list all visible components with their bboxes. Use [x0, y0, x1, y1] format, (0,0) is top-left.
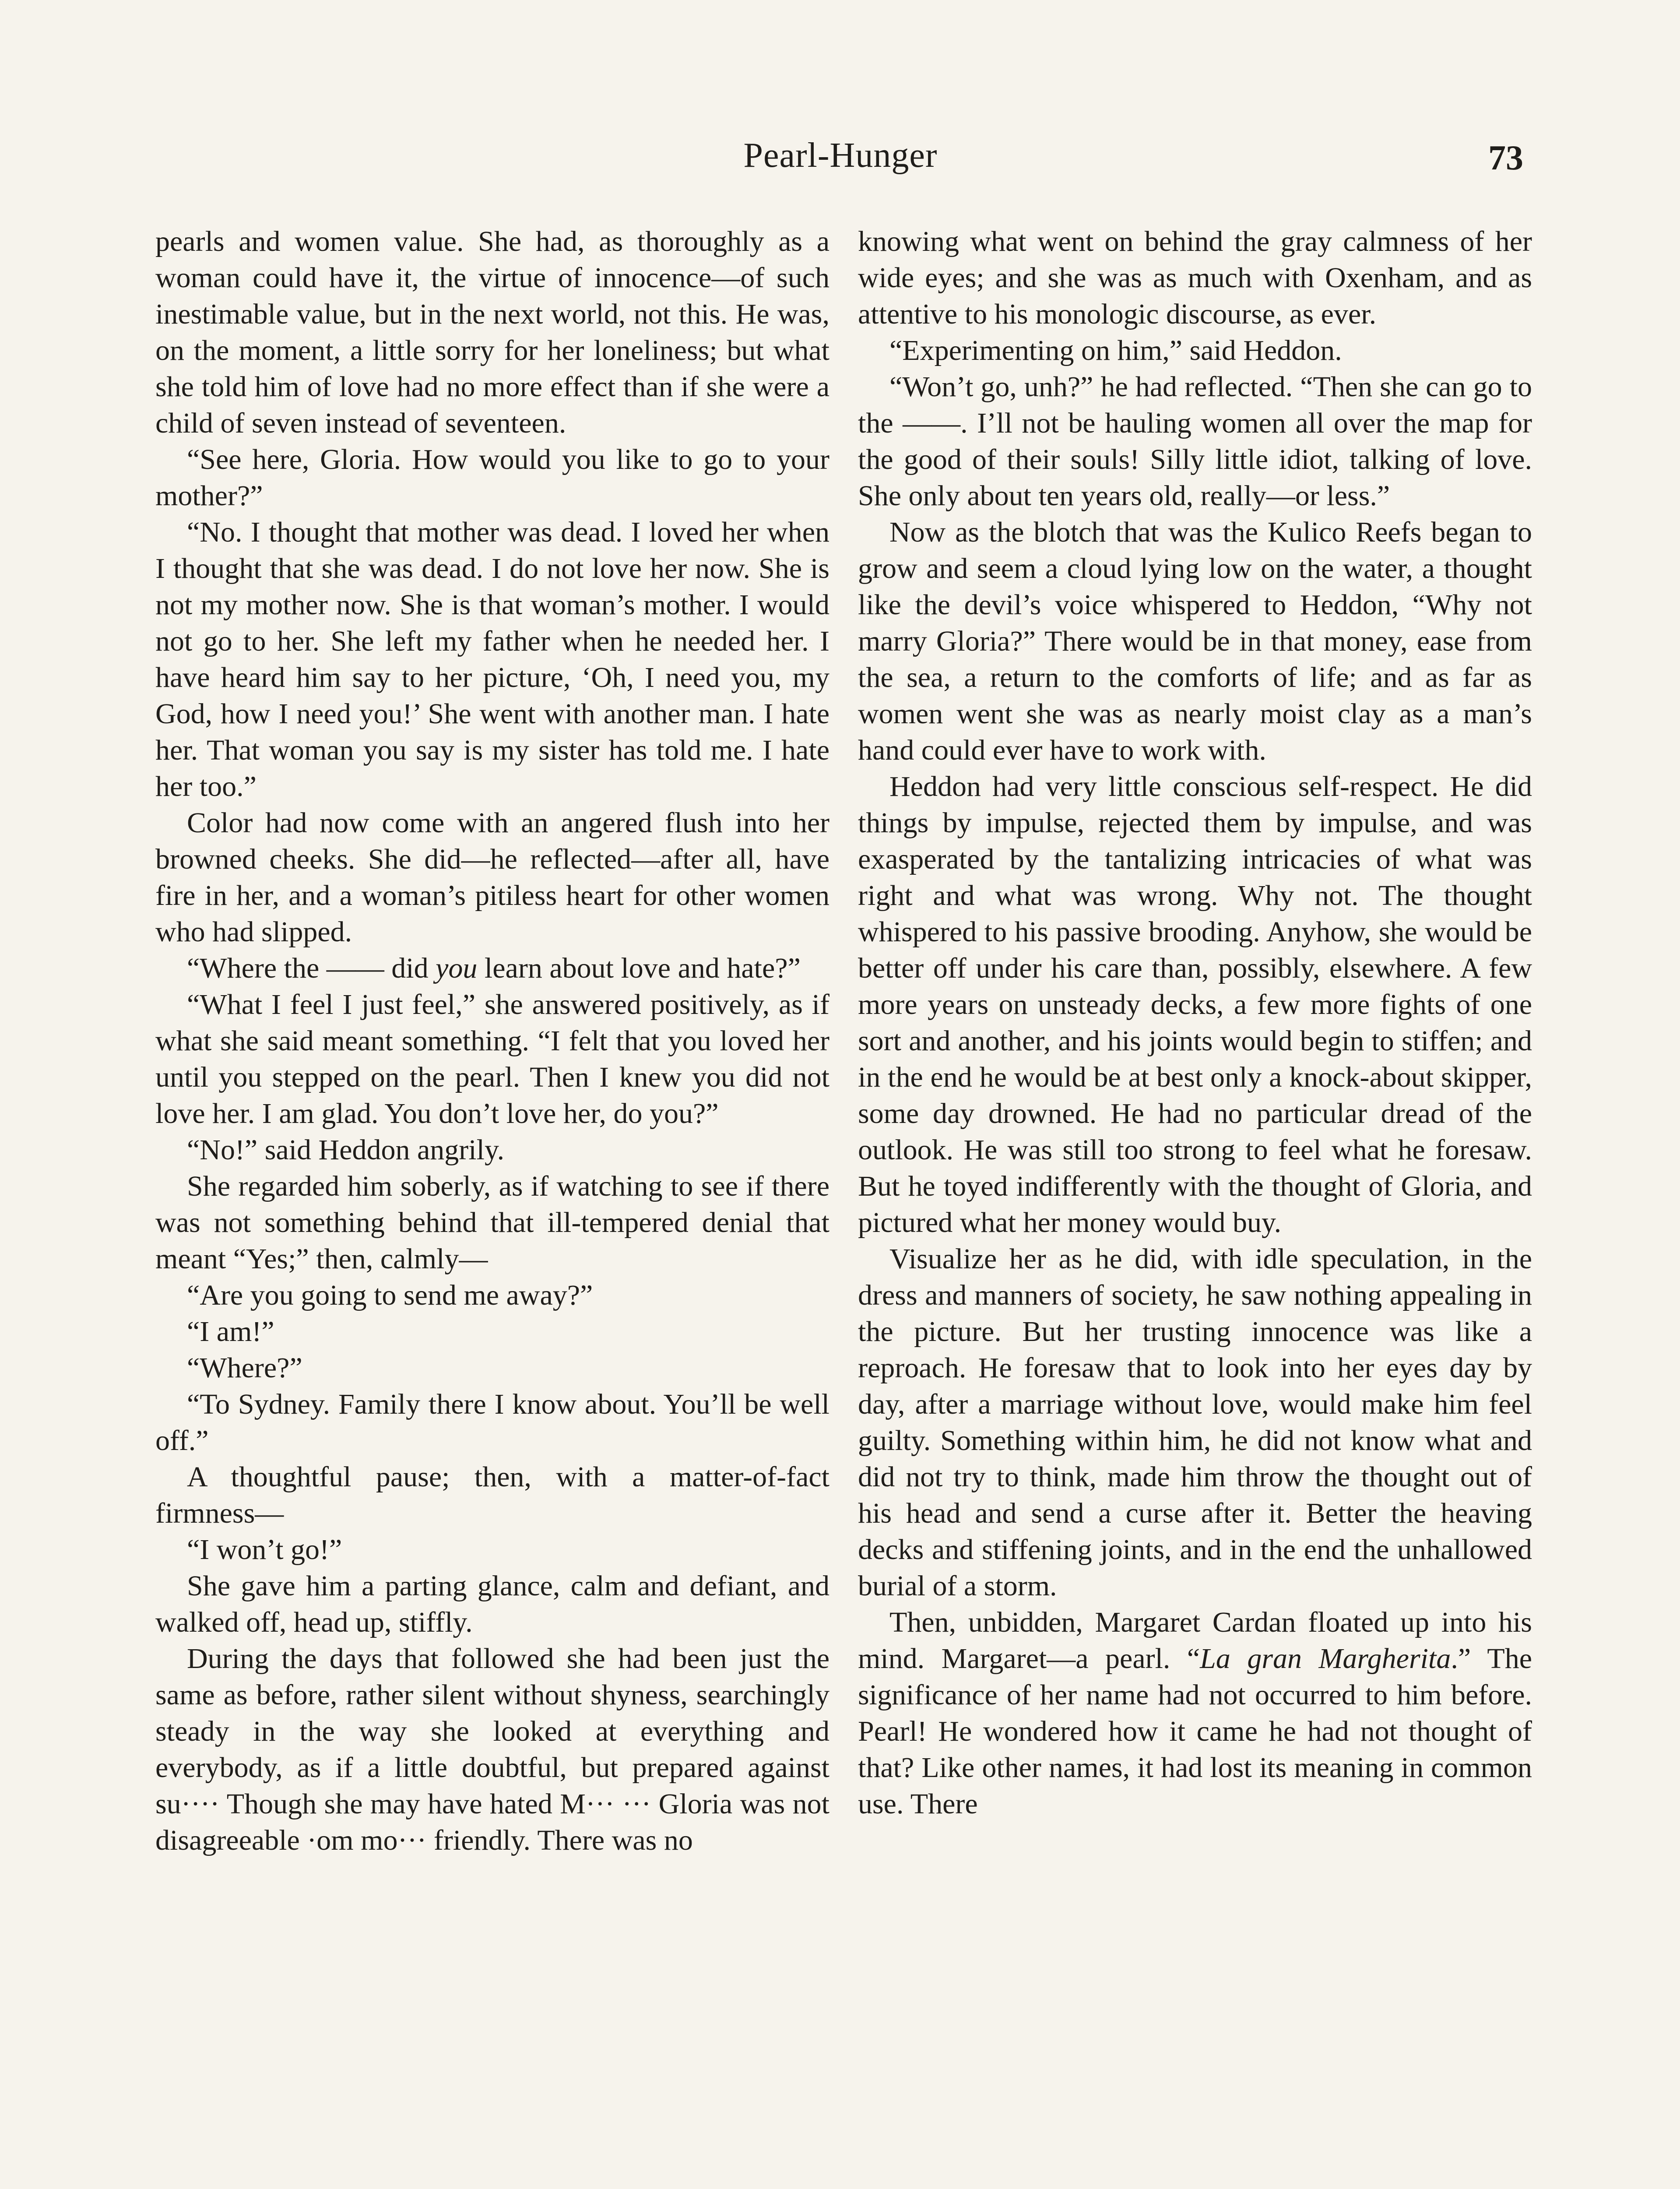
paragraph: Color had now come with an angered flush into her browned cheeks. She did—he reflected—after all, have fire in her, and a woman’s pitiless heart for other women who had slipped. — [155, 807, 829, 948]
running-title: Pearl-Hunger — [743, 136, 938, 175]
paragraph: “To Sydney. Family there I know about. You’ll be well off.” — [155, 1388, 829, 1457]
right-text-column — [858, 223, 1532, 1822]
paragraph-text: .” The significance of her name had not occurred to him before. Pearl! He wondered how it came he had not thought of that? Like other names, it had lost its meaning in common use. There — [858, 1643, 1532, 1820]
paragraph-text: Then, unbidden, Margaret Cardan floated up into his mind. Margaret—a pearl. “ — [858, 1606, 1532, 1675]
paragraph: Visualize her as he did, with idle speculation, in the dress and manners of society, he saw nothing appealing in the picture. But her trusting innocence was like a reproach. He foresaw that to look into her eyes day by day, after a marriage without love, would make him feel guilty. Something within him, he did not know what and did not try to think, made him throw the thought out of his head and send a curse after it. Better the heaving decks and stiffening joints, and in the end the unhallowed burial of a storm. — [858, 1243, 1532, 1602]
paragraph: A thoughtful pause; then, with a matter-of-fact firmness— — [155, 1461, 829, 1529]
paragraph: Now as the blotch that was the Kulico Reefs began to grow and seem a cloud lying low on the water, a thought like the devil’s voice whispered to Heddon, “Why not marry Gloria?” There would be in that money, ease from the sea, a return to the comforts of life; and as far as women went she was as nearly moist clay as a man’s hand could ever have to work with. — [858, 516, 1532, 766]
paragraph: She gave him a parting glance, calm and defiant, and walked off, head up, stiffly. — [155, 1570, 829, 1638]
paragraph — [858, 1604, 1532, 1822]
paragraph-text: learn about love and hate?” — [477, 952, 801, 984]
paragraph: “I am!” — [187, 1316, 274, 1348]
paragraph: “Where?” — [187, 1352, 302, 1384]
paragraph: Heddon had very little conscious self-respect. He did things by impulse, rejected them by impulse, and was exasperated by the tantalizing intricacies of what was right and what was wrong. Why not. The thought whispered to his passive brooding. Anyhow, she would be better off under his care than, possibly, elsewhere. A few more years on unsteady decks, a few more fights of one sort and another, and his joints would begin to stiffen; and in the end he would be at best only a knock-about skipper, some day drowned. He had no particular dread of the outlook. He was still too strong to feel what he foresaw. But he toyed indifferently with the thought of Gloria, and pictured what her money would buy. — [858, 771, 1532, 1239]
paragraph — [155, 950, 829, 986]
paragraph: She regarded him soberly, as if watching to see if there was not something behind that ill-tempered denial that meant “Yes;” then, calmly— — [155, 1170, 829, 1275]
paragraph: “I won’t go!” — [187, 1534, 342, 1566]
paragraph: “What I feel I just feel,” she answered positively, as if what she said meant something. “I felt that you loved her until you stepped on the pearl. Then I knew you did not love her. I am glad. You don’t love her, do you?” — [155, 989, 829, 1130]
paragraph: “No!” said Heddon angrily. — [187, 1134, 505, 1166]
paragraph: “No. I thought that mother was dead. I loved her when I thought that she was dead. I do not love her now. She is not my mother now. She is that woman’s mother. I would not go to her. She left my father when he needed her. I have heard him say to her picture, ‘Oh, I need you, my God, how I need you!’ She went with another man. I hate her. That woman you say is my sister has told me. I hate her too.” — [155, 516, 829, 802]
paragraph: “Experimenting on him,” said Heddon. — [889, 334, 1342, 366]
left-text-column — [155, 223, 829, 1858]
running-head — [0, 131, 1680, 179]
emphasis-text: you — [436, 952, 478, 984]
page-number: 73 — [1488, 139, 1523, 177]
paragraph: “Won’t go, unh?” he had reflected. “Then she can go to the ——. I’ll not be hauling women all over the map for the good of their souls! Silly little idiot, talking of love. She only about ten years old, really—or less.” — [858, 371, 1532, 512]
paragraph: “See here, Gloria. How would you like to go to your mother?” — [155, 443, 829, 512]
paragraph: “Are you going to send me away?” — [187, 1279, 593, 1311]
paragraph: knowing what went on behind the gray calmness of her wide eyes; and she was as much with Oxenham, and as attentive to his monologic discourse, as ever. — [858, 225, 1532, 330]
paragraph-text: “Where the —— did — [187, 952, 436, 984]
paragraph: During the days that followed she had been just the same as before, rather silent without shyness, searchingly steady in the way she looked at everything and everybody, as if a little doubtful, but prepared against su···· Though she may have hated M··· ··· Gloria was not disagreeable ·om mo··· friendly. There was no — [155, 1643, 829, 1856]
emphasis-text: La gran Margherita — [1200, 1643, 1451, 1675]
paragraph: pearls and women value. She had, as thoroughly as a woman could have it, the virtue of innocence—of such inestimable value, but in the next world, not this. He was, on the moment, a little sorry for her loneliness; but what she told him of love had no more effect than if she were a child of seven instead of seventeen. — [155, 225, 829, 439]
